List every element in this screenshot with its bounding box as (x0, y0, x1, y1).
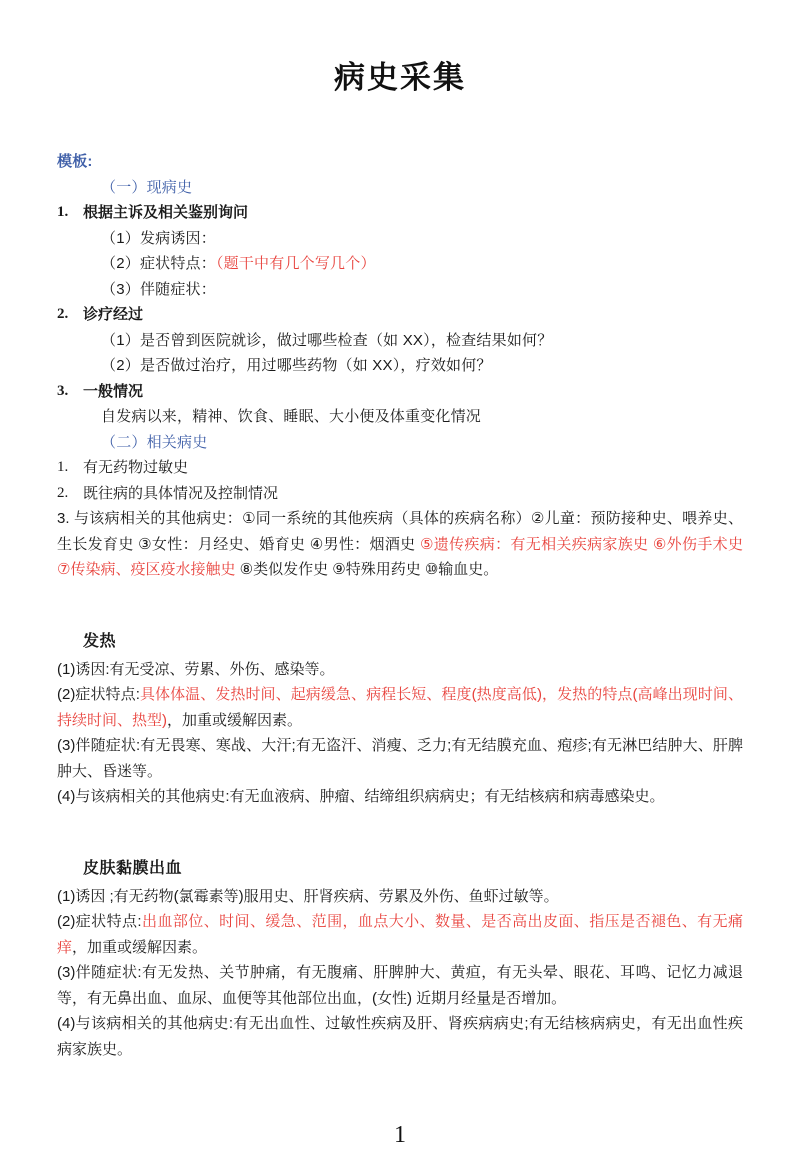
fever-section-heading: 发热 (83, 632, 117, 650)
related-item-1-text: 有无药物过敏史 (83, 459, 189, 476)
template-item-1-number: 1. (57, 204, 69, 220)
template-item-2 (57, 302, 743, 328)
related-item-1 (57, 455, 743, 481)
template-item-2-sub-1: （1）是否曾到医院就诊，做过哪些检查（如 XX），检查结果如何？ (101, 331, 553, 349)
fever-symptoms-label: (2)症状特点: (57, 686, 140, 703)
bleeding-symptoms-tail: ，加重或缓解因素。 (72, 938, 208, 956)
fever-symptoms-highlight: 具体体温、发热时间、起病缓急、病程长短、程度(热度高低)，发热的特点(高峰出现时间、持续时间、热型) (57, 686, 743, 729)
bleeding-line-cause: (1)诱因 ;有无药物(氯霉素等)服用史、肝肾疾病、劳累及外伤、鱼虾过敏等。 (57, 887, 559, 905)
template-label: 模板: (57, 153, 93, 170)
related-item-2-text: 既往病的具体情况及控制情况 (83, 484, 279, 502)
fever-line-accompanying: (3)伴随症状:有无畏寒、寒战、大汗;有无盗汗、消瘦、乏力;有无结膜充血、疱疹;有无淋巴结肿大、肝脾肿大、昏迷等。 (57, 737, 743, 780)
related-item-3-text-highlight: ⑤遗传疾病：有无相关疾病家族史 ⑥外伤手术史 ⑦传染病、疫区疫水接触史 (57, 535, 743, 578)
template-item-1-sub-2-note: （题干中有几个写几个） (215, 255, 376, 272)
template-item-3-heading: 一般情况 (83, 382, 144, 400)
template-item-3-body: 自发病以来，精神、饮食、睡眠、大小便及体重变化情况 (101, 408, 482, 425)
template-item-2-sub-2: （2）是否做过治疗，用过哪些药物（如 XX），疗效如何？ (101, 357, 492, 374)
template-item-2-number: 2. (57, 306, 69, 322)
bleeding-section-heading: 皮肤黏膜出血 (83, 859, 183, 877)
document-body (0, 149, 800, 1062)
template-item-3 (57, 379, 743, 405)
page-number: 1 (394, 1122, 406, 1148)
related-item-3 (57, 506, 743, 583)
template-part-two-heading: （二）相关病史 (101, 433, 208, 451)
fever-line-other-history: (4)与该病相关的其他病史:有无血液病、肿瘤、结缔组织病病史；有无结核病和病毒感染史。 (57, 788, 665, 805)
bleeding-line-other-history: (4)与该病相关的其他病史:有无出血性、过敏性疾病及肝、肾疾病病史;有无结核病病史，有无出血性疾病家族史。 (57, 1015, 743, 1058)
spacer-before-fever (57, 583, 743, 627)
page-title: 病史采集 (334, 60, 466, 96)
template-item-1-sub-1: （1）发病诱因： (101, 229, 216, 247)
fever-line-cause: (1)诱因:有无受凉、劳累、外伤、感染等。 (57, 660, 335, 678)
template-item-2-heading: 诊疗经过 (83, 306, 144, 323)
bleeding-line-accompanying: (3)伴随症状:有无发热、关节肿痛，有无腹痛、肝脾肿大、黄疸，有无头晕、眼花、耳鸣、记忆力减退等，有无鼻出血、血尿、血便等其他部位出血，(女性) 近期月经量是否增加。 (57, 964, 743, 1007)
related-item-2-number: 2. (57, 484, 69, 501)
related-item-1-number: 1. (57, 459, 69, 475)
related-item-3-text-part-1: 与该病相关的其他病史：①同一系统的其他疾病（具体的疾病名称）②儿童：预防接种史、喂养史、生长发育史 ③女性：月经史、婚育史 ④男性：烟酒史 (57, 510, 743, 553)
template-item-1 (57, 200, 743, 226)
spacer-before-bleeding (57, 810, 743, 854)
template-item-1-sub-3: （3）伴随症状： (101, 280, 216, 298)
template-item-1-sub-2-label: （2）症状特点： (101, 255, 216, 272)
related-item-3-text-part-2: ⑧类似发作史 ⑨特殊用药史 ⑩输血史。 (239, 561, 499, 578)
fever-line-symptoms (57, 682, 743, 733)
template-part-one-heading: （一）现病史 (101, 178, 193, 196)
fever-symptoms-tail: ，加重或缓解因素。 (167, 711, 303, 729)
template-item-3-number: 3. (57, 382, 69, 399)
bleeding-line-symptoms (57, 909, 743, 960)
bleeding-symptoms-highlight: 出血部位、时间、缓急、范围，血点大小、数量、是否高出皮面、指压是否褪色、有无痛痒 (57, 913, 743, 956)
template-item-1-sub-2 (101, 251, 743, 277)
related-item-3-number: 3. (57, 510, 70, 527)
template-item-1-heading: 根据主诉及相关鉴别询问 (83, 204, 249, 221)
bleeding-symptoms-label: (2)症状特点: (57, 913, 142, 930)
related-item-2 (57, 481, 743, 507)
